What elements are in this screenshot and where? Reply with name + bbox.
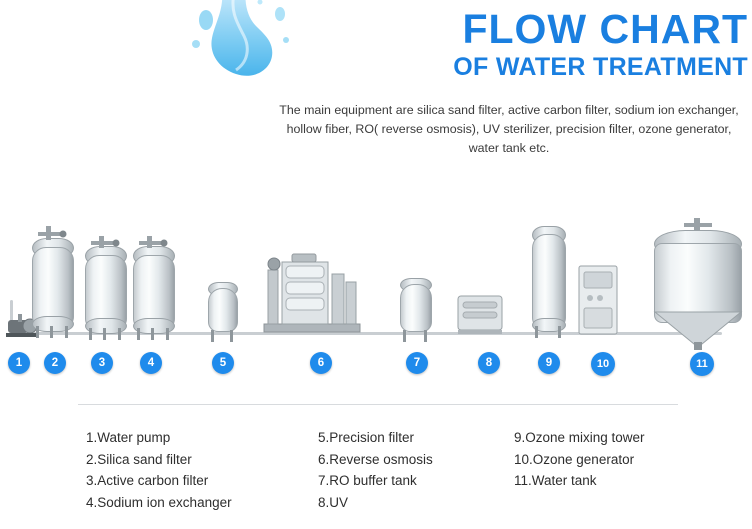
legend-item: 7.RO buffer tank — [318, 473, 417, 488]
page-subtitle: OF WATER TREATMENT — [453, 53, 748, 81]
legend-item: 6.Reverse osmosis — [318, 451, 433, 467]
legend-item: 9.Ozone mixing tower — [514, 430, 645, 445]
number-badges — [0, 352, 752, 376]
equipment-ro-buffer-tank — [400, 278, 432, 338]
legend-item: 11.Water tank — [514, 473, 597, 488]
badge-5: 5 — [212, 352, 234, 374]
intro-paragraph: The main equipment are silica sand filter, active carbon filter, sodium ion exchanger, hollow fiber, RO( reverse osmosis), UV sterilizer, precision filter, ozone generator, water tank etc. — [279, 103, 739, 155]
badge-1: 1 — [8, 352, 30, 374]
badge-9: 9 — [538, 352, 560, 374]
page-title: FLOW CHART — [462, 6, 748, 52]
badge-8: 8 — [478, 352, 500, 374]
legend-column-3 — [514, 427, 645, 492]
badge-10: 10 — [591, 352, 615, 376]
legend-column-2 — [318, 427, 433, 513]
legend-item: 2.Silica sand filter — [86, 451, 192, 467]
legend-item: 10.Ozone generator — [514, 451, 635, 467]
legend-item: 5.Precision filter — [318, 430, 415, 445]
page-title-block — [418, 6, 748, 82]
legend-item: 4.Sodium ion exchanger — [86, 494, 232, 510]
badge-7: 7 — [406, 352, 428, 374]
equipment-ozone-generator — [578, 264, 618, 338]
water-splash-decoration — [160, 0, 310, 85]
equipment-active-carbon-filter — [83, 246, 127, 338]
equipment-precision-filter — [208, 282, 238, 338]
badge-4: 4 — [140, 352, 162, 374]
equipment-silica-sand-filter — [30, 238, 74, 338]
equipment-diagram — [0, 200, 752, 350]
badge-11: 11 — [690, 352, 714, 376]
legend-item: 3.Active carbon filter — [86, 473, 209, 488]
equipment-ozone-mixing-tower — [532, 226, 566, 338]
legend-item: 1.Water pump — [86, 430, 171, 445]
badge-6: 6 — [310, 352, 332, 374]
legend-column-1 — [86, 427, 232, 513]
badge-3: 3 — [91, 352, 113, 374]
equipment-water-tank — [652, 230, 744, 342]
equipment-uv-sterilizer — [456, 290, 504, 338]
equipment-reverse-osmosis — [262, 252, 362, 338]
section-divider — [78, 404, 678, 405]
badge-2: 2 — [44, 352, 66, 374]
equipment-sodium-ion-exchanger — [131, 246, 175, 338]
legend-item: 8.UV — [318, 494, 349, 510]
legend — [86, 427, 726, 522]
